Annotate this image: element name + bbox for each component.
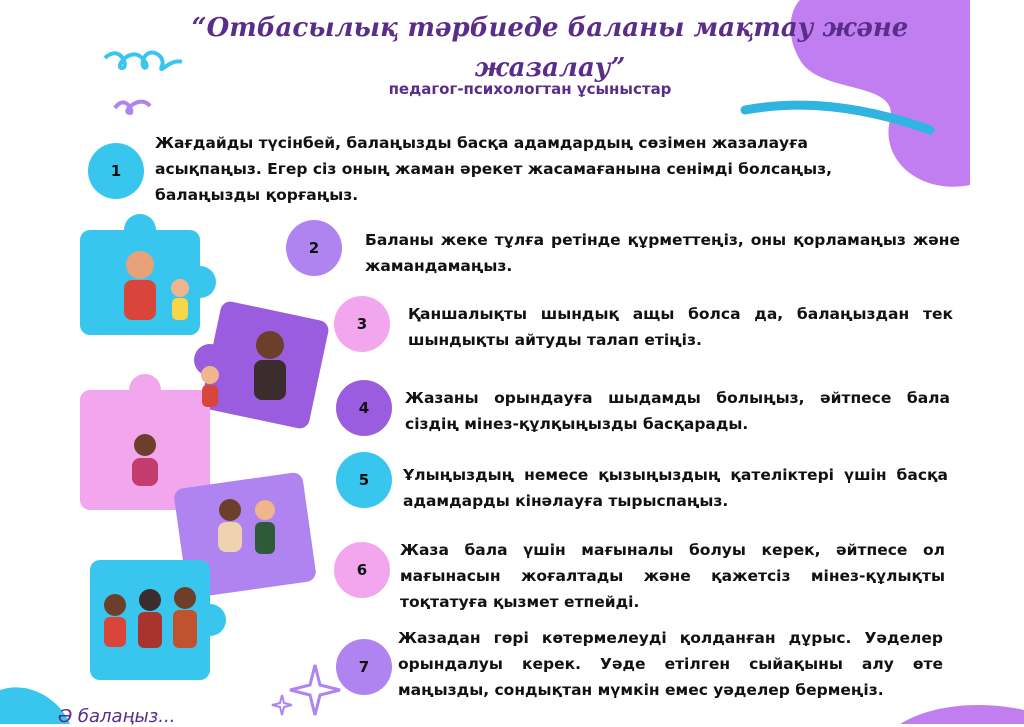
tip-text-1: Жағдайды түсінбей, балаңызды басқа адамдардың сөзімен жазалауға асықпаңыз. Егер сіз оның жаман әрекет жасамағанына сенімді болсаңыз, балаңызды қорғаңыз. (155, 134, 833, 204)
tip-number-4: 4 (336, 380, 392, 436)
tip-text-2: Баланы жеке тұлға ретінде құрметтеңіз, оны қорламаңыз және жамандамаңыз. (365, 231, 960, 275)
puzzle-illustration (60, 210, 330, 690)
swirl-icon (100, 38, 190, 118)
tip-number-6: 6 (334, 542, 390, 598)
tip-number-3: 3 (334, 296, 390, 352)
footer-partial-text: Ә балаңыз... (58, 706, 176, 727)
tip-number-5: 5 (336, 452, 392, 508)
tip-number-7: 7 (336, 639, 392, 695)
tip-text-5: Ұлыңыздың немесе қызыңыздың қателіктері үшін басқа адамдарды кінәлауға тырыспаңыз. (403, 466, 948, 510)
tip-text-4: Жазаны орындауға шыдамды болыңыз, әйтпесе бала сіздің мінез-құлқыңызды басқарады. (405, 389, 950, 433)
tip-text-3: Қаншалықты шындық ащы болса да, балаңыздан тек шындықты айтуды талап етіңіз. (408, 305, 953, 349)
bottom-right-blob (900, 700, 1024, 724)
tip-number-1: 1 (88, 143, 144, 199)
page-subtitle: педагог-психологтан ұсыныстар (388, 80, 672, 98)
tip-number-2: 2 (286, 220, 342, 276)
page-title: “Отбасылық тәрбиеде баланы мақтау және жазалау” (191, 13, 909, 83)
tip-text-7: Жазадан гөрі көтермелеуді қолданған дұрыс. Уәделер орындалуы керек. Уәде етілген сыйақыны алу өте маңызды, сондықтан мүмкін емес уәделер бермеңіз. (398, 629, 943, 699)
tip-text-6: Жаза бала үшін мағыналы болуы керек, әйтпесе ол мағынасын жоғалтады және қажетсіз мінез-құлықты тоқтатуға қызмет етпейді. (400, 541, 945, 611)
